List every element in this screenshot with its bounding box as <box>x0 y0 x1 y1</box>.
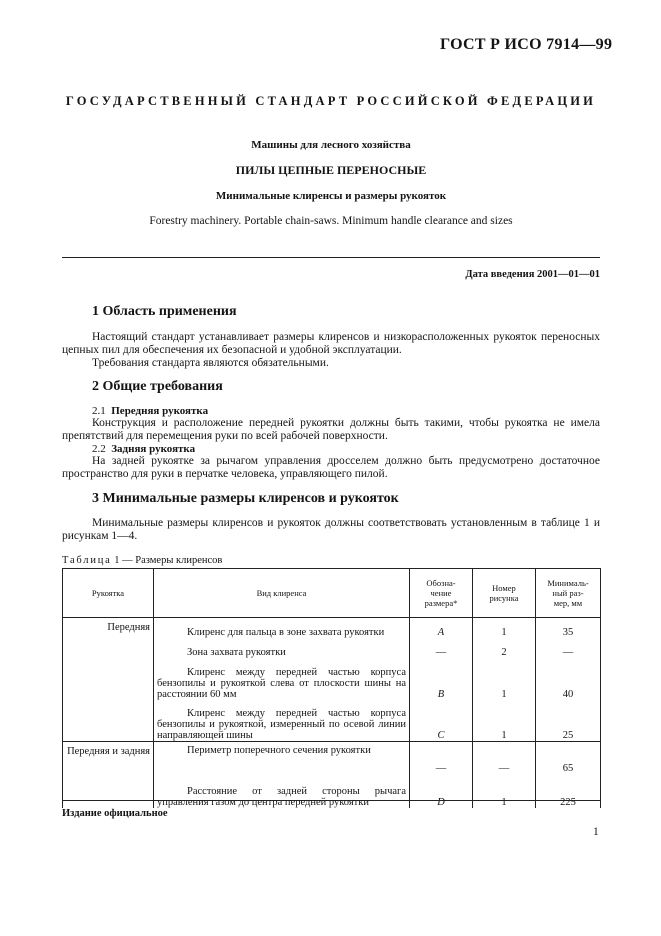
subsection-2-2-heading <box>92 443 195 455</box>
doc-title-english: Forestry machinery. Portable chain-saws. Minimum handle clearance and sizes <box>149 215 513 227</box>
designation-cell: D <box>410 774 473 808</box>
header-figure: Номер рисунка <box>473 569 536 618</box>
kind-cell: Расстояние от задней стороны рычага управления газом до центра передней рукоятки <box>154 774 410 808</box>
minimum-cell: 25 <box>536 700 601 742</box>
designation-cell: — <box>410 638 473 658</box>
table-row <box>63 618 601 638</box>
clearance-table <box>62 568 601 808</box>
kind-cell: Клиренс для пальца в зоне захвата рукоятки <box>154 618 410 638</box>
header-handle: Рукоятка <box>63 569 154 618</box>
section-3-body <box>62 517 600 543</box>
subsection-2-2-body <box>62 455 600 481</box>
handle-cell: Передняя и задняя <box>63 742 154 808</box>
kind-cell: Клиренс между передней частью корпуса бензопилы и рукояткой, измеренный по осевой линии направляющей шины <box>154 700 410 742</box>
table-caption-label: Таблица <box>62 555 112 566</box>
subsection-2-1-heading <box>92 405 208 417</box>
table-caption-text: 1 — Размеры клиренсов <box>114 555 223 566</box>
table-header-row <box>63 569 601 618</box>
table-caption <box>62 555 222 566</box>
section-3-heading: 3 Минимальные размеры клиренсов и рукояток <box>92 491 399 506</box>
doc-title-subject: Минимальные клиренсы и размеры рукояток <box>215 190 447 202</box>
state-standard-title: ГОСУДАРСТВЕННЫЙ СТАНДАРТ РОССИЙСКОЙ ФЕДЕРАЦИИ <box>65 94 597 108</box>
figure-cell: 1 <box>473 618 536 638</box>
subsection-2-2-number: 2.2 <box>92 443 106 455</box>
edition-label: Издание официальное <box>62 808 168 819</box>
designation-cell: B <box>410 658 473 700</box>
header-designation: Обозна- чение размера* <box>410 569 473 618</box>
minimum-cell: 40 <box>536 658 601 700</box>
figure-cell: 1 <box>473 700 536 742</box>
section-2-heading: 2 Общие требования <box>92 379 223 394</box>
figure-cell: — <box>473 742 536 774</box>
designation-cell: A <box>410 618 473 638</box>
doc-title-category: Машины для лесного хозяйства <box>251 139 411 151</box>
handle-cell: Передняя <box>63 618 154 742</box>
standard-number: ГОСТ Р ИСО 7914—99 <box>440 36 613 53</box>
table-row <box>63 742 601 774</box>
designation-cell: — <box>410 742 473 774</box>
figure-cell: 2 <box>473 638 536 658</box>
minimum-cell: — <box>536 638 601 658</box>
section-1-paragraph-1: Настоящий стандарт устанавливает размеры клиренсов и низкорасположенных рукояток переносных цепных пил для обеспечения их безопасной и удобной эксплуатации. <box>62 331 600 356</box>
section-1-body <box>62 331 600 370</box>
kind-cell: Зона захвата рукоятки <box>154 638 410 658</box>
subsection-2-2-title: Задняя рукоятка <box>111 443 196 455</box>
kind-cell: Периметр поперечного сечения рукоятки <box>154 742 410 774</box>
minimum-cell: 225 <box>536 774 601 808</box>
header-kind: Вид клиренса <box>154 569 410 618</box>
designation-cell: C <box>410 700 473 742</box>
section-1-paragraph-2: Требования стандарта являются обязательными. <box>92 357 329 369</box>
kind-cell: Клиренс между передней частью корпуса бензопилы и рукояткой слева от плоскости шины на расстоянии 60 мм <box>154 658 410 700</box>
figure-cell: 1 <box>473 658 536 700</box>
footer-divider <box>62 800 600 801</box>
subsection-2-1-number: 2.1 <box>92 405 106 417</box>
subsection-2-1-text: Конструкция и расположение передней рукоятки должны быть такими, чтобы рукоятка не имела препятствий для перемещения руки по всей рабочей поверхности. <box>62 417 600 442</box>
subsection-2-1-title: Передняя рукоятка <box>111 405 209 417</box>
section-3-text: Минимальные размеры клиренсов и рукояток должны соответствовать установленным в таблице 1 и рисункам 1—4. <box>62 517 600 542</box>
figure-cell: 1 <box>473 774 536 808</box>
section-1-heading: 1 Область применения <box>92 304 237 319</box>
page-number: 1 <box>593 826 599 838</box>
subsection-2-1-body <box>62 417 600 443</box>
subsection-2-2-text: На задней рукоятке за рычагом управления дросселем должно быть предусмотрено достаточное пространство для руки в перчатке человека, управляющего пилой. <box>62 455 600 480</box>
doc-title-main: ПИЛЫ ЦЕПНЫЕ ПЕРЕНОСНЫЕ <box>235 163 427 177</box>
minimum-cell: 35 <box>536 618 601 638</box>
header-minimum: Минималь- ный раз- мер, мм <box>536 569 601 618</box>
minimum-cell: 65 <box>536 742 601 774</box>
title-divider <box>62 257 600 258</box>
effective-date: Дата введения 2001—01—01 <box>465 269 600 280</box>
